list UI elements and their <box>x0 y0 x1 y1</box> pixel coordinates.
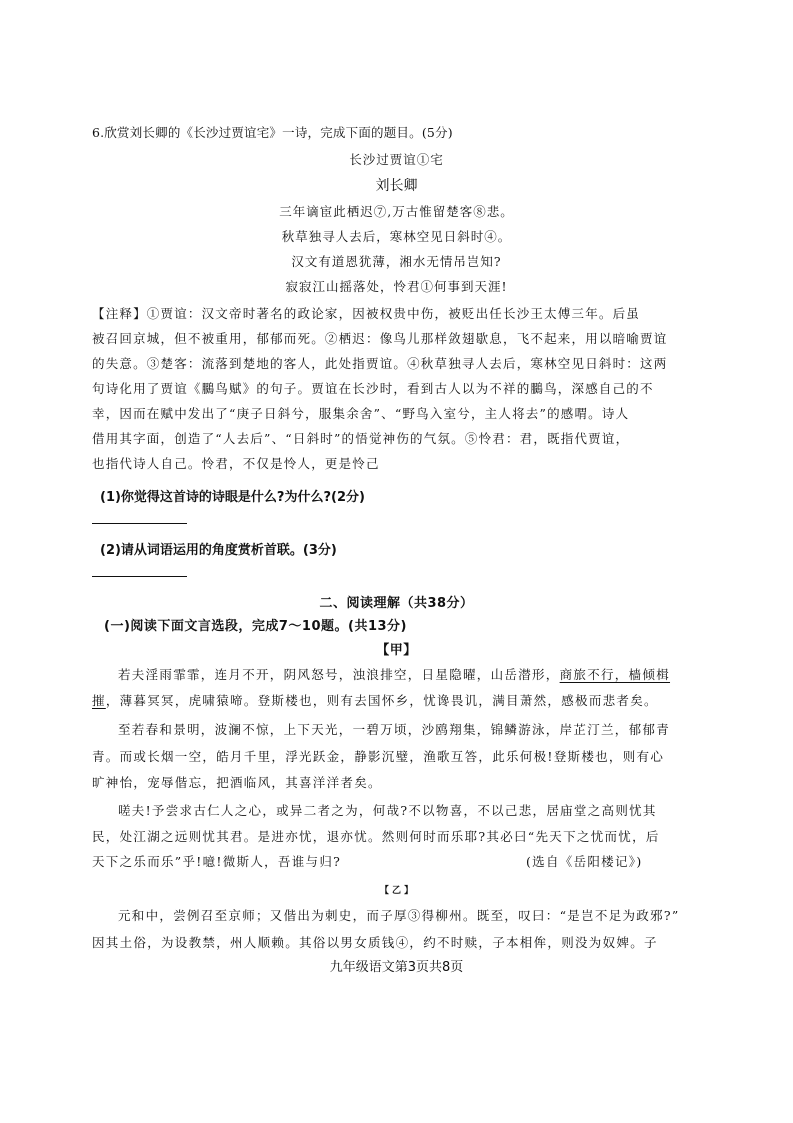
poem-line: 汉文有道恩犹薄，湘水无情吊岂知? <box>291 254 502 269</box>
passage-line: 因其土俗，为设教禁，州人顺赖。其俗以男女质钱④，约不时赎，子本相侔，则没为奴婢。子 <box>92 935 658 950</box>
part-heading: (一)阅读下面文言选段，完成7～10题。(共13分) <box>104 619 407 634</box>
annotation-line: 也指代诗人自己。怜君，不仅是怜人，更是怜己 <box>92 456 380 471</box>
poem-line: 寂寂江山摇落处，怜君①何事到天涯! <box>285 279 508 294</box>
passage-line: 天下之乐而乐”乎!噫!微斯人，吾谁与归? <box>92 854 342 869</box>
poem-line: 三年谪宦此栖迟⑦,万古惟留楚客⑧悲。 <box>279 204 514 219</box>
poem-title: 长沙过贾谊①宅 <box>349 152 444 167</box>
passage-line: 旷神怡，宠辱偕忘，把酒临风，其喜洋洋者矣。 <box>92 775 382 790</box>
annotation-line: 【注释】①贾谊：汉文帝时著名的政论家，因被权贵中伤，被贬出任长沙王太傅三年。后虽 <box>92 306 641 321</box>
poem-author: 刘长卿 <box>375 178 418 194</box>
passage-label-jia: 【甲】 <box>376 643 417 658</box>
question-6-prompt: 6.欣赏刘长卿的《长沙过贾谊宅》一诗，完成下面的题目。(5分) <box>92 125 453 140</box>
underlined-text: 商旅不行，樯倾楫 <box>559 667 671 682</box>
annotation-line: 句诗化用了贾谊《鵩鸟赋》的句子。贾谊在长沙时，看到古人以为不祥的鵩鸟，深感自己的不 <box>92 381 654 396</box>
underlined-text: 摧 <box>92 693 106 708</box>
passage-text: ，薄暮冥冥，虎啸猿啼。登斯楼也，则有去国怀乡，忧谗畏讥，满目萧然，感极而悲者矣。 <box>105 693 658 708</box>
passage-line: 民，处江湖之远则忧其君。是进亦忧，退亦忧。然则何时而乐耶?其必曰“先天下之忧而忧，后 <box>92 829 660 844</box>
poem-line: 秋草独寻人去后，寒林空见日斜时④。 <box>281 229 512 244</box>
sub-question-1: (1)你觉得这首诗的诗眼是什么?为什么?(2分) <box>100 490 365 505</box>
sub-question-2: (2)请从词语运用的角度赏析首联。(3分) <box>100 543 337 558</box>
passage-line: 嗟夫!予尝求古仁人之心，或异二者之为，何哉?不以物喜，不以己悲，居庙堂之高则忧其 <box>118 803 657 818</box>
passage-line <box>92 691 658 709</box>
passage-source: (选自《岳阳楼记》) <box>526 854 643 869</box>
page-footer: 九年级语文第3页共8页 <box>329 960 464 975</box>
passage-line: 至若春和景明，波澜不惊，上下天光，一碧万顷，沙鸥翔集，锦鳞游泳，岸芷汀兰，郁郁青 <box>118 722 671 737</box>
passage-line: 元和中，尝例召至京师；又偕出为刺史，而子厚③得柳州。既至，叹曰：“是岂不足为政邪?” <box>118 908 680 923</box>
passage-line <box>118 665 670 683</box>
passage-line: 青。而或长烟一空，皓月千里，浮光跃金，静影沉璧，渔歌互答，此乐何极!登斯楼也，则有心 <box>92 749 665 764</box>
passage-text: 若夫淫雨霏霏，连月不开，阴风怒号，浊浪排空，日星隐曜，山岳潜形， <box>118 667 560 682</box>
annotation-line: 被召回京城，但不被重用，郁郁而死。②栖迟：像鸟儿那样敛翅歇息，飞不起来，用以暗喻贾谊 <box>92 331 668 346</box>
section-heading: 二、阅读理解（共38分） <box>319 596 474 611</box>
passage-label-yi: 【 乙 】 <box>379 886 414 896</box>
answer-blank-2[interactable] <box>92 576 187 577</box>
annotation-line: 幸，因而在赋中发出了“庚子日斜兮，服集余舍”、“野鸟入室兮，主人将去”的感喟。诗人 <box>92 406 630 421</box>
annotation-line: 的失意。③楚客：流落到楚地的客人，此处指贾谊。④秋草独寻人去后，寒林空见日斜时：这两 <box>92 356 668 371</box>
annotation-line: 借用其字面，创造了“人去后”、“日斜时”的悟觉神伤的气氛。⑤怜君：君，既指代贾谊， <box>92 431 630 446</box>
answer-blank-1[interactable] <box>92 523 187 524</box>
